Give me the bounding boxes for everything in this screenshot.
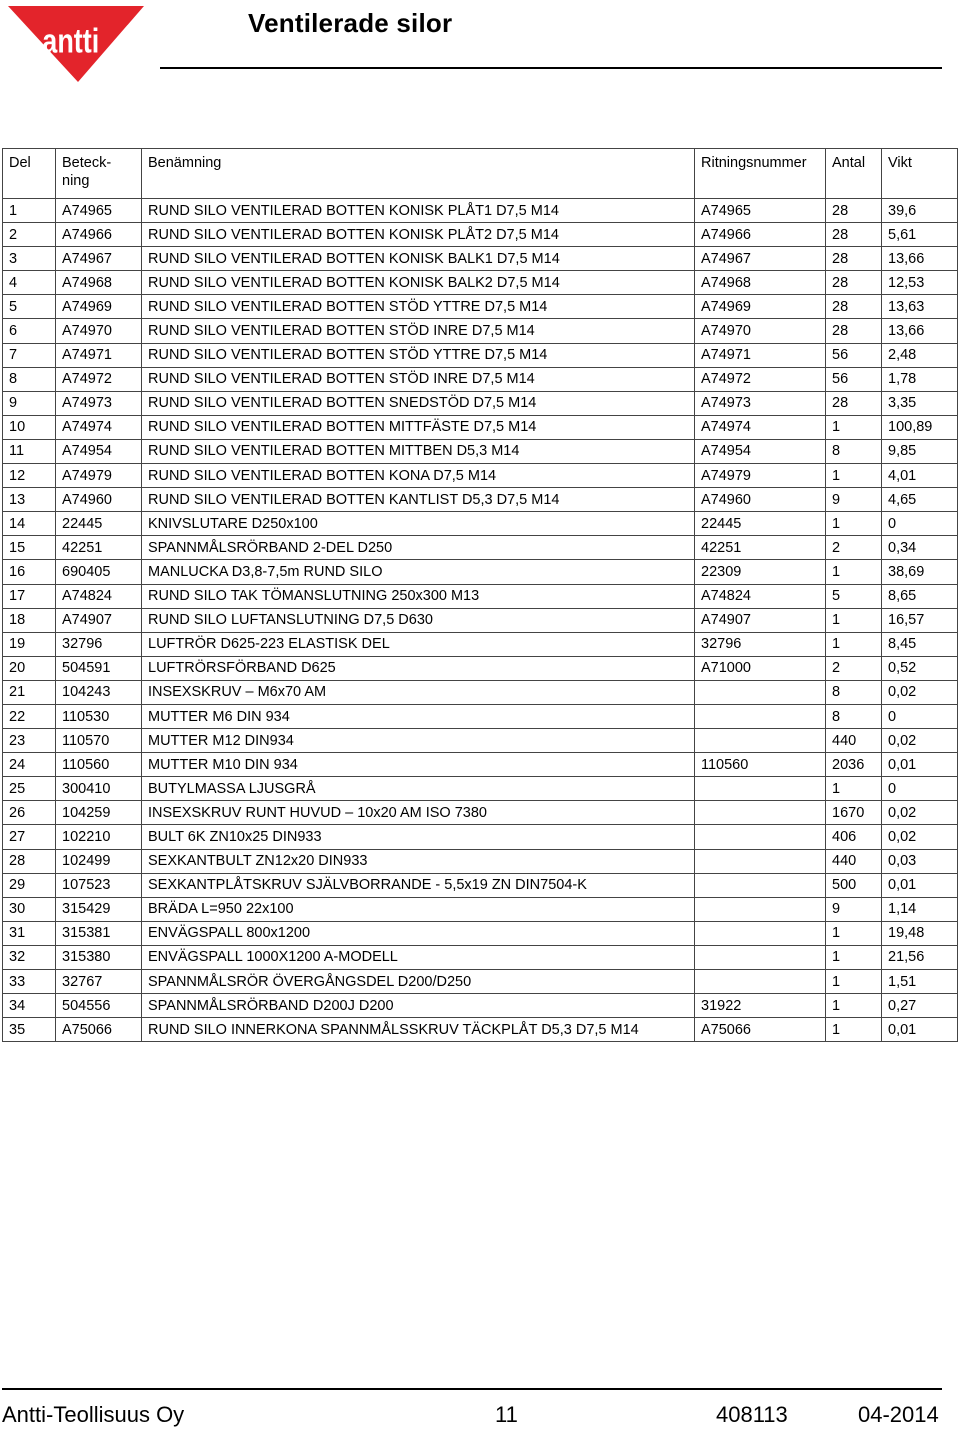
cell-beteckning: A75066 bbox=[56, 1018, 142, 1042]
cell-del: 25 bbox=[3, 777, 56, 801]
cell-antal: 8 bbox=[826, 439, 882, 463]
cell-ritningsnummer: A74960 bbox=[695, 488, 826, 512]
cell-benamning: RUND SILO VENTILERAD BOTTEN KONA D7,5 M14 bbox=[142, 464, 695, 488]
table-row bbox=[3, 391, 958, 415]
cell-del: 4 bbox=[3, 271, 56, 295]
cell-del: 31 bbox=[3, 921, 56, 945]
cell-vikt: 21,56 bbox=[882, 945, 958, 969]
cell-ritningsnummer: A74967 bbox=[695, 247, 826, 271]
cell-beteckning: 504556 bbox=[56, 994, 142, 1018]
cell-antal: 2 bbox=[826, 656, 882, 680]
cell-vikt: 0 bbox=[882, 777, 958, 801]
cell-benamning: RUND SILO VENTILERAD BOTTEN MITTFÄSTE D7,5 M14 bbox=[142, 415, 695, 439]
cell-beteckning: A74954 bbox=[56, 439, 142, 463]
table-row bbox=[3, 994, 958, 1018]
table-row bbox=[3, 801, 958, 825]
cell-antal: 9 bbox=[826, 488, 882, 512]
cell-ritningsnummer: A71000 bbox=[695, 656, 826, 680]
cell-benamning: RUND SILO VENTILERAD BOTTEN KONISK PLÅT2 D7,5 M14 bbox=[142, 223, 695, 247]
column-header-beteckning: Beteck- ning bbox=[56, 149, 142, 199]
cell-antal: 1 bbox=[826, 512, 882, 536]
cell-antal: 440 bbox=[826, 729, 882, 753]
footer-document-number: 408113 bbox=[716, 1402, 788, 1427]
cell-ritningsnummer bbox=[695, 897, 826, 921]
cell-del: 27 bbox=[3, 825, 56, 849]
cell-vikt: 9,85 bbox=[882, 439, 958, 463]
parts-table bbox=[2, 148, 958, 1042]
cell-antal: 5 bbox=[826, 584, 882, 608]
cell-vikt: 3,35 bbox=[882, 391, 958, 415]
cell-beteckning: A74973 bbox=[56, 391, 142, 415]
table-row bbox=[3, 247, 958, 271]
cell-vikt: 39,6 bbox=[882, 199, 958, 223]
cell-benamning: RUND SILO VENTILERAD BOTTEN SNEDSTÖD D7,5 M14 bbox=[142, 391, 695, 415]
cell-benamning: RUND SILO INNERKONA SPANNMÅLSSKRUV TÄCKPLÅT D5,3 D7,5 M14 bbox=[142, 1018, 695, 1042]
cell-antal: 9 bbox=[826, 897, 882, 921]
cell-antal: 1 bbox=[826, 560, 882, 584]
table-row bbox=[3, 680, 958, 704]
cell-beteckning: A74824 bbox=[56, 584, 142, 608]
cell-benamning: RUND SILO VENTILERAD BOTTEN KONISK BALK1 D7,5 M14 bbox=[142, 247, 695, 271]
cell-ritningsnummer: A74972 bbox=[695, 367, 826, 391]
cell-benamning: BUTYLMASSA LJUSGRÅ bbox=[142, 777, 695, 801]
cell-vikt: 0,02 bbox=[882, 825, 958, 849]
table-row bbox=[3, 777, 958, 801]
cell-beteckning: A74966 bbox=[56, 223, 142, 247]
table-row bbox=[3, 464, 958, 488]
cell-vikt: 1,51 bbox=[882, 970, 958, 994]
table-row bbox=[3, 873, 958, 897]
table-row bbox=[3, 608, 958, 632]
table-row bbox=[3, 1018, 958, 1042]
cell-beteckning: 102210 bbox=[56, 825, 142, 849]
cell-beteckning: A74971 bbox=[56, 343, 142, 367]
cell-vikt: 0,34 bbox=[882, 536, 958, 560]
cell-del: 32 bbox=[3, 945, 56, 969]
cell-benamning: SEXKANTBULT ZN12x20 DIN933 bbox=[142, 849, 695, 873]
cell-ritningsnummer: A74907 bbox=[695, 608, 826, 632]
cell-vikt: 1,14 bbox=[882, 897, 958, 921]
cell-antal: 1 bbox=[826, 945, 882, 969]
cell-beteckning: 315380 bbox=[56, 945, 142, 969]
cell-del: 2 bbox=[3, 223, 56, 247]
cell-ritningsnummer: A74971 bbox=[695, 343, 826, 367]
cell-vikt: 38,69 bbox=[882, 560, 958, 584]
cell-del: 1 bbox=[3, 199, 56, 223]
cell-ritningsnummer bbox=[695, 704, 826, 728]
cell-antal: 28 bbox=[826, 271, 882, 295]
table-row bbox=[3, 897, 958, 921]
cell-beteckning: A74967 bbox=[56, 247, 142, 271]
cell-ritningsnummer bbox=[695, 849, 826, 873]
cell-beteckning: 42251 bbox=[56, 536, 142, 560]
cell-beteckning: 107523 bbox=[56, 873, 142, 897]
cell-beteckning: A74979 bbox=[56, 464, 142, 488]
cell-beteckning: A74972 bbox=[56, 367, 142, 391]
cell-del: 18 bbox=[3, 608, 56, 632]
cell-beteckning: 104243 bbox=[56, 680, 142, 704]
cell-benamning: KNIVSLUTARE D250x100 bbox=[142, 512, 695, 536]
cell-antal: 1 bbox=[826, 994, 882, 1018]
cell-del: 10 bbox=[3, 415, 56, 439]
footer-date: 04-2014 bbox=[858, 1402, 939, 1427]
column-header-benamning: Benämning bbox=[142, 149, 695, 199]
cell-ritningsnummer: A74974 bbox=[695, 415, 826, 439]
cell-antal: 1 bbox=[826, 632, 882, 656]
cell-antal: 2036 bbox=[826, 753, 882, 777]
cell-del: 29 bbox=[3, 873, 56, 897]
cell-vikt: 16,57 bbox=[882, 608, 958, 632]
cell-benamning: MUTTER M12 DIN934 bbox=[142, 729, 695, 753]
column-header-antal: Antal bbox=[826, 149, 882, 199]
footer-divider bbox=[2, 1388, 942, 1390]
cell-antal: 28 bbox=[826, 247, 882, 271]
cell-benamning: LUFTRÖR D625-223 ELASTISK DEL bbox=[142, 632, 695, 656]
column-header-del: Del bbox=[3, 149, 56, 199]
cell-benamning: RUND SILO TAK TÖMANSLUTNING 250x300 M13 bbox=[142, 584, 695, 608]
cell-antal: 1 bbox=[826, 921, 882, 945]
cell-del: 35 bbox=[3, 1018, 56, 1042]
table-row bbox=[3, 536, 958, 560]
cell-benamning: RUND SILO VENTILERAD BOTTEN STÖD YTTRE D7,5 M14 bbox=[142, 295, 695, 319]
table-row bbox=[3, 656, 958, 680]
cell-vikt: 0,01 bbox=[882, 873, 958, 897]
cell-benamning: RUND SILO VENTILERAD BOTTEN KONISK BALK2 D7,5 M14 bbox=[142, 271, 695, 295]
cell-vikt: 0,01 bbox=[882, 1018, 958, 1042]
cell-beteckning: 32796 bbox=[56, 632, 142, 656]
table-row bbox=[3, 921, 958, 945]
cell-beteckning: A74960 bbox=[56, 488, 142, 512]
cell-beteckning: 102499 bbox=[56, 849, 142, 873]
cell-ritningsnummer bbox=[695, 801, 826, 825]
cell-beteckning: 300410 bbox=[56, 777, 142, 801]
cell-vikt: 0 bbox=[882, 512, 958, 536]
table-row bbox=[3, 319, 958, 343]
cell-ritningsnummer: A74973 bbox=[695, 391, 826, 415]
table-row bbox=[3, 439, 958, 463]
cell-ritningsnummer: A74968 bbox=[695, 271, 826, 295]
cell-benamning: INSEXSKRUV RUNT HUVUD – 10x20 AM ISO 7380 bbox=[142, 801, 695, 825]
cell-beteckning: A74965 bbox=[56, 199, 142, 223]
cell-antal: 28 bbox=[826, 319, 882, 343]
cell-del: 7 bbox=[3, 343, 56, 367]
cell-ritningsnummer: 31922 bbox=[695, 994, 826, 1018]
cell-del: 13 bbox=[3, 488, 56, 512]
cell-beteckning: 110530 bbox=[56, 704, 142, 728]
cell-beteckning: A74968 bbox=[56, 271, 142, 295]
cell-del: 5 bbox=[3, 295, 56, 319]
cell-ritningsnummer bbox=[695, 945, 826, 969]
cell-ritningsnummer: A74970 bbox=[695, 319, 826, 343]
cell-benamning: LUFTRÖRSFÖRBAND D625 bbox=[142, 656, 695, 680]
cell-del: 14 bbox=[3, 512, 56, 536]
table-row bbox=[3, 512, 958, 536]
cell-antal: 56 bbox=[826, 367, 882, 391]
cell-vikt: 5,61 bbox=[882, 223, 958, 247]
cell-vikt: 0,01 bbox=[882, 753, 958, 777]
table-row bbox=[3, 584, 958, 608]
cell-ritningsnummer: A75066 bbox=[695, 1018, 826, 1042]
cell-vikt: 0,27 bbox=[882, 994, 958, 1018]
cell-beteckning: 110560 bbox=[56, 753, 142, 777]
page-title: Ventilerade silor bbox=[248, 8, 453, 38]
cell-ritningsnummer: A74965 bbox=[695, 199, 826, 223]
cell-beteckning: 32767 bbox=[56, 970, 142, 994]
column-header-vikt: Vikt bbox=[882, 149, 958, 199]
cell-antal: 1670 bbox=[826, 801, 882, 825]
table-row bbox=[3, 488, 958, 512]
cell-beteckning: A74907 bbox=[56, 608, 142, 632]
cell-ritningsnummer: A74979 bbox=[695, 464, 826, 488]
cell-benamning: MUTTER M6 DIN 934 bbox=[142, 704, 695, 728]
cell-del: 22 bbox=[3, 704, 56, 728]
cell-del: 3 bbox=[3, 247, 56, 271]
cell-del: 15 bbox=[3, 536, 56, 560]
table-row bbox=[3, 415, 958, 439]
cell-ritningsnummer: 42251 bbox=[695, 536, 826, 560]
cell-antal: 1 bbox=[826, 608, 882, 632]
cell-del: 17 bbox=[3, 584, 56, 608]
cell-benamning: INSEXSKRUV – M6x70 AM bbox=[142, 680, 695, 704]
cell-ritningsnummer bbox=[695, 825, 826, 849]
cell-ritningsnummer: 22445 bbox=[695, 512, 826, 536]
cell-antal: 2 bbox=[826, 536, 882, 560]
cell-ritningsnummer bbox=[695, 970, 826, 994]
cell-del: 11 bbox=[3, 439, 56, 463]
cell-vikt: 0,03 bbox=[882, 849, 958, 873]
cell-beteckning: 315429 bbox=[56, 897, 142, 921]
cell-antal: 28 bbox=[826, 199, 882, 223]
cell-benamning: ENVÄGSPALL 1000X1200 A-MODELL bbox=[142, 945, 695, 969]
cell-del: 9 bbox=[3, 391, 56, 415]
table-row bbox=[3, 632, 958, 656]
cell-antal: 28 bbox=[826, 223, 882, 247]
table-header-row bbox=[3, 149, 958, 199]
table-row bbox=[3, 704, 958, 728]
cell-antal: 28 bbox=[826, 295, 882, 319]
cell-vikt: 19,48 bbox=[882, 921, 958, 945]
table-row bbox=[3, 367, 958, 391]
cell-beteckning: 104259 bbox=[56, 801, 142, 825]
table-row bbox=[3, 753, 958, 777]
cell-ritningsnummer: 22309 bbox=[695, 560, 826, 584]
logo-wordmark: antti bbox=[42, 21, 100, 61]
cell-benamning: RUND SILO VENTILERAD BOTTEN MITTBEN D5,3 M14 bbox=[142, 439, 695, 463]
cell-benamning: RUND SILO VENTILERAD BOTTEN STÖD YTTRE D7,5 M14 bbox=[142, 343, 695, 367]
cell-vikt: 0,02 bbox=[882, 729, 958, 753]
cell-antal: 1 bbox=[826, 464, 882, 488]
cell-vikt: 100,89 bbox=[882, 415, 958, 439]
cell-vikt: 13,63 bbox=[882, 295, 958, 319]
cell-del: 19 bbox=[3, 632, 56, 656]
cell-benamning: SEXKANTPLÅTSKRUV SJÄLVBORRANDE - 5,5x19 ZN DIN7504-K bbox=[142, 873, 695, 897]
table-row bbox=[3, 271, 958, 295]
cell-beteckning: A74969 bbox=[56, 295, 142, 319]
cell-del: 33 bbox=[3, 970, 56, 994]
cell-beteckning: A74974 bbox=[56, 415, 142, 439]
cell-del: 26 bbox=[3, 801, 56, 825]
cell-del: 20 bbox=[3, 656, 56, 680]
cell-antal: 440 bbox=[826, 849, 882, 873]
cell-benamning: RUND SILO VENTILERAD BOTTEN KANTLIST D5,3 D7,5 M14 bbox=[142, 488, 695, 512]
table-row bbox=[3, 343, 958, 367]
cell-ritningsnummer bbox=[695, 873, 826, 897]
cell-benamning: RUND SILO LUFTANSLUTNING D7,5 D630 bbox=[142, 608, 695, 632]
cell-vikt: 8,65 bbox=[882, 584, 958, 608]
cell-antal: 1 bbox=[826, 415, 882, 439]
cell-benamning: MUTTER M10 DIN 934 bbox=[142, 753, 695, 777]
cell-benamning: ENVÄGSPALL 800x1200 bbox=[142, 921, 695, 945]
cell-beteckning: 22445 bbox=[56, 512, 142, 536]
cell-vikt: 8,45 bbox=[882, 632, 958, 656]
cell-vikt: 13,66 bbox=[882, 247, 958, 271]
cell-vikt: 0,52 bbox=[882, 656, 958, 680]
cell-antal: 500 bbox=[826, 873, 882, 897]
cell-ritningsnummer: A74954 bbox=[695, 439, 826, 463]
cell-benamning: MANLUCKA D3,8-7,5m RUND SILO bbox=[142, 560, 695, 584]
cell-ritningsnummer bbox=[695, 777, 826, 801]
cell-antal: 1 bbox=[826, 970, 882, 994]
table-row bbox=[3, 199, 958, 223]
cell-vikt: 0,02 bbox=[882, 680, 958, 704]
cell-beteckning: A74970 bbox=[56, 319, 142, 343]
column-header-ritningsnummer: Ritningsnummer bbox=[695, 149, 826, 199]
cell-benamning: BRÄDA L=950 22x100 bbox=[142, 897, 695, 921]
header-divider bbox=[160, 67, 942, 69]
cell-beteckning: 315381 bbox=[56, 921, 142, 945]
cell-benamning: SPANNMÅLSRÖRBAND 2-DEL D250 bbox=[142, 536, 695, 560]
cell-del: 6 bbox=[3, 319, 56, 343]
cell-ritningsnummer: A74966 bbox=[695, 223, 826, 247]
cell-antal: 56 bbox=[826, 343, 882, 367]
cell-del: 34 bbox=[3, 994, 56, 1018]
cell-ritningsnummer: A74824 bbox=[695, 584, 826, 608]
cell-beteckning: 690405 bbox=[56, 560, 142, 584]
cell-vikt: 13,66 bbox=[882, 319, 958, 343]
cell-vikt: 12,53 bbox=[882, 271, 958, 295]
footer-company: Antti-Teollisuus Oy bbox=[2, 1402, 185, 1427]
cell-vikt: 0,02 bbox=[882, 801, 958, 825]
cell-vikt: 4,65 bbox=[882, 488, 958, 512]
table-row bbox=[3, 970, 958, 994]
cell-ritningsnummer: A74969 bbox=[695, 295, 826, 319]
table-row bbox=[3, 945, 958, 969]
cell-antal: 1 bbox=[826, 777, 882, 801]
table-row bbox=[3, 729, 958, 753]
cell-beteckning: 504591 bbox=[56, 656, 142, 680]
cell-del: 24 bbox=[3, 753, 56, 777]
cell-del: 12 bbox=[3, 464, 56, 488]
cell-antal: 8 bbox=[826, 680, 882, 704]
table-row bbox=[3, 560, 958, 584]
cell-benamning: RUND SILO VENTILERAD BOTTEN STÖD INRE D7,5 M14 bbox=[142, 319, 695, 343]
cell-vikt: 4,01 bbox=[882, 464, 958, 488]
cell-antal: 8 bbox=[826, 704, 882, 728]
cell-vikt: 0 bbox=[882, 704, 958, 728]
cell-antal: 406 bbox=[826, 825, 882, 849]
table-row bbox=[3, 849, 958, 873]
cell-benamning: RUND SILO VENTILERAD BOTTEN STÖD INRE D7,5 M14 bbox=[142, 367, 695, 391]
cell-del: 30 bbox=[3, 897, 56, 921]
cell-ritningsnummer bbox=[695, 729, 826, 753]
cell-beteckning: 110570 bbox=[56, 729, 142, 753]
cell-del: 28 bbox=[3, 849, 56, 873]
table-row bbox=[3, 295, 958, 319]
antti-logo bbox=[6, 4, 146, 84]
footer-page-number: 11 bbox=[495, 1402, 518, 1427]
cell-benamning: RUND SILO VENTILERAD BOTTEN KONISK PLÅT1 D7,5 M14 bbox=[142, 199, 695, 223]
table-row bbox=[3, 825, 958, 849]
table-row bbox=[3, 223, 958, 247]
cell-vikt: 1,78 bbox=[882, 367, 958, 391]
cell-del: 21 bbox=[3, 680, 56, 704]
cell-vikt: 2,48 bbox=[882, 343, 958, 367]
cell-antal: 28 bbox=[826, 391, 882, 415]
cell-ritningsnummer bbox=[695, 921, 826, 945]
cell-del: 16 bbox=[3, 560, 56, 584]
cell-ritningsnummer bbox=[695, 680, 826, 704]
cell-del: 23 bbox=[3, 729, 56, 753]
cell-benamning: SPANNMÅLSRÖR ÖVERGÅNGSDEL D200/D250 bbox=[142, 970, 695, 994]
cell-benamning: SPANNMÅLSRÖRBAND D200J D200 bbox=[142, 994, 695, 1018]
cell-ritningsnummer: 32796 bbox=[695, 632, 826, 656]
cell-antal: 1 bbox=[826, 1018, 882, 1042]
parts-table-body bbox=[3, 199, 958, 1042]
cell-benamning: BULT 6K ZN10x25 DIN933 bbox=[142, 825, 695, 849]
cell-del: 8 bbox=[3, 367, 56, 391]
cell-ritningsnummer: 110560 bbox=[695, 753, 826, 777]
